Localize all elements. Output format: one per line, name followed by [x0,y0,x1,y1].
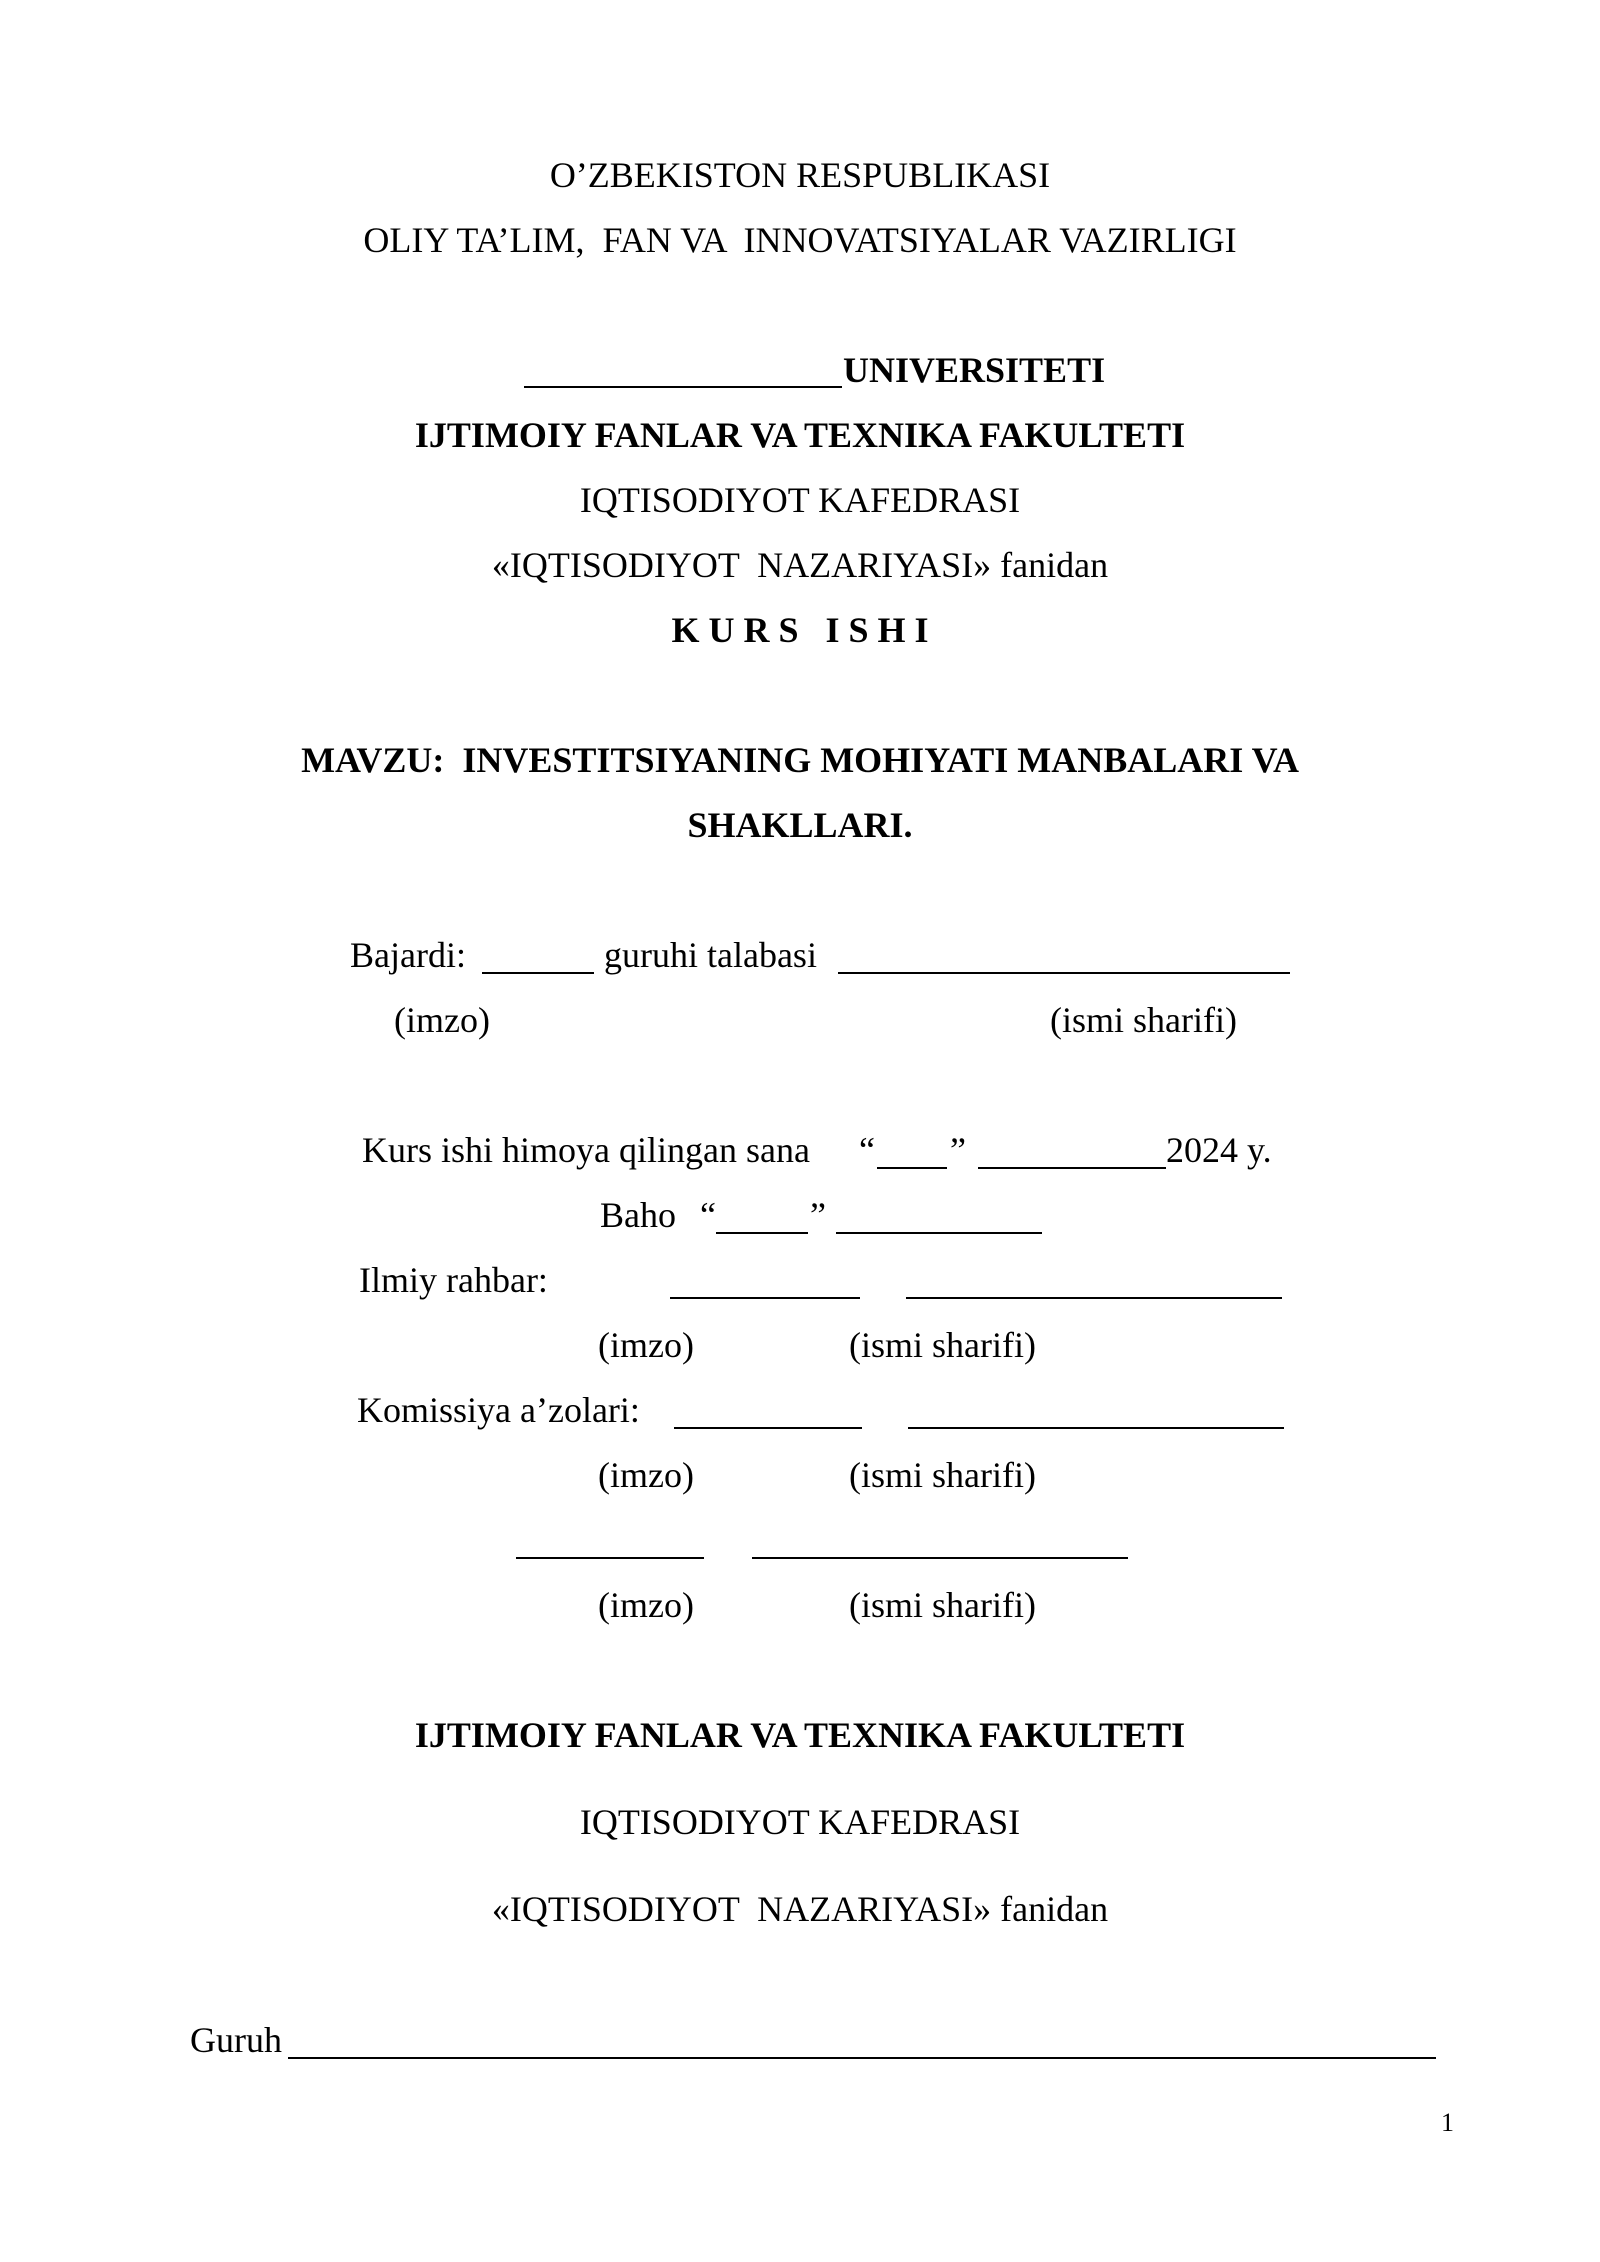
topic-line-2: SHAKLLARI. [687,805,913,845]
subject-line: «IQTISODIYOT NAZARIYASI» fanidan [491,545,1109,585]
defense-date-label: Kurs ishi himoya qilingan sana [362,1130,810,1170]
group-field-blank [288,2057,1436,2059]
work-type-title: K U R S I S H I [671,610,929,650]
ministry-title: OLIY TA’LIM, FAN VA INNOVATSIYALAR VAZIRLIGI [363,220,1237,260]
student-name-blank [838,972,1290,974]
commission-name-caption-1: (ismi sharifi) [849,1455,1036,1495]
page-number: 1 [1441,2108,1454,2137]
commission-label: Komissiya a’zolari: [357,1390,640,1430]
performer-name-caption: (ismi sharifi) [1050,1000,1237,1040]
performer-signature-caption: (imzo) [394,1000,490,1040]
republic-title: O’ZBEKISTON RESPUBLIKASI [549,155,1051,195]
commission-name-blank-2 [752,1557,1128,1559]
grade-open-quote: “ [700,1195,716,1235]
group-student-label: guruhi talabasi [604,935,817,975]
faculty-title: IJTIMOIY FANLAR VA TEXNIKA FAKULTETI [414,415,1186,455]
group-field-label: Guruh [190,2020,282,2060]
defense-month-blank [978,1167,1166,1169]
supervisor-label: Ilmiy rahbar: [359,1260,548,1300]
defense-day-close-quote: ” [950,1130,966,1170]
grade-number-blank [716,1232,808,1234]
commission-name-blank-1 [908,1427,1284,1429]
university-title: UNIVERSITETI [843,350,1106,390]
commission-signature-blank-1 [674,1427,862,1429]
footer-subject-line: «IQTISODIYOT NAZARIYASI» fanidan [491,1889,1109,1929]
defense-day-open-quote: “ [859,1130,875,1170]
supervisor-signature-blank [670,1297,860,1299]
defense-day-blank [877,1167,947,1169]
grade-label: Baho [600,1195,676,1235]
group-blank [482,972,594,974]
footer-department-title: IQTISODIYOT KAFEDRASI [579,1802,1021,1842]
commission-signature-blank-2 [516,1557,704,1559]
commission-signature-caption-2: (imzo) [598,1585,694,1625]
footer-faculty-title: IJTIMOIY FANLAR VA TEXNIKA FAKULTETI [414,1715,1186,1755]
topic-line-1: MAVZU: INVESTITSIYANING MOHIYATI MANBALARI VA [301,740,1299,780]
department-title: IQTISODIYOT KAFEDRASI [579,480,1021,520]
grade-text-blank [836,1232,1042,1234]
supervisor-name-caption: (ismi sharifi) [849,1325,1036,1365]
university-name-blank [524,386,842,388]
performer-label: Bajardi: [350,935,466,975]
defense-year: 2024 y. [1166,1130,1272,1170]
commission-name-caption-2: (ismi sharifi) [849,1585,1036,1625]
grade-close-quote: ” [810,1195,826,1235]
supervisor-name-blank [906,1297,1282,1299]
supervisor-signature-caption: (imzo) [598,1325,694,1365]
commission-signature-caption-1: (imzo) [598,1455,694,1495]
